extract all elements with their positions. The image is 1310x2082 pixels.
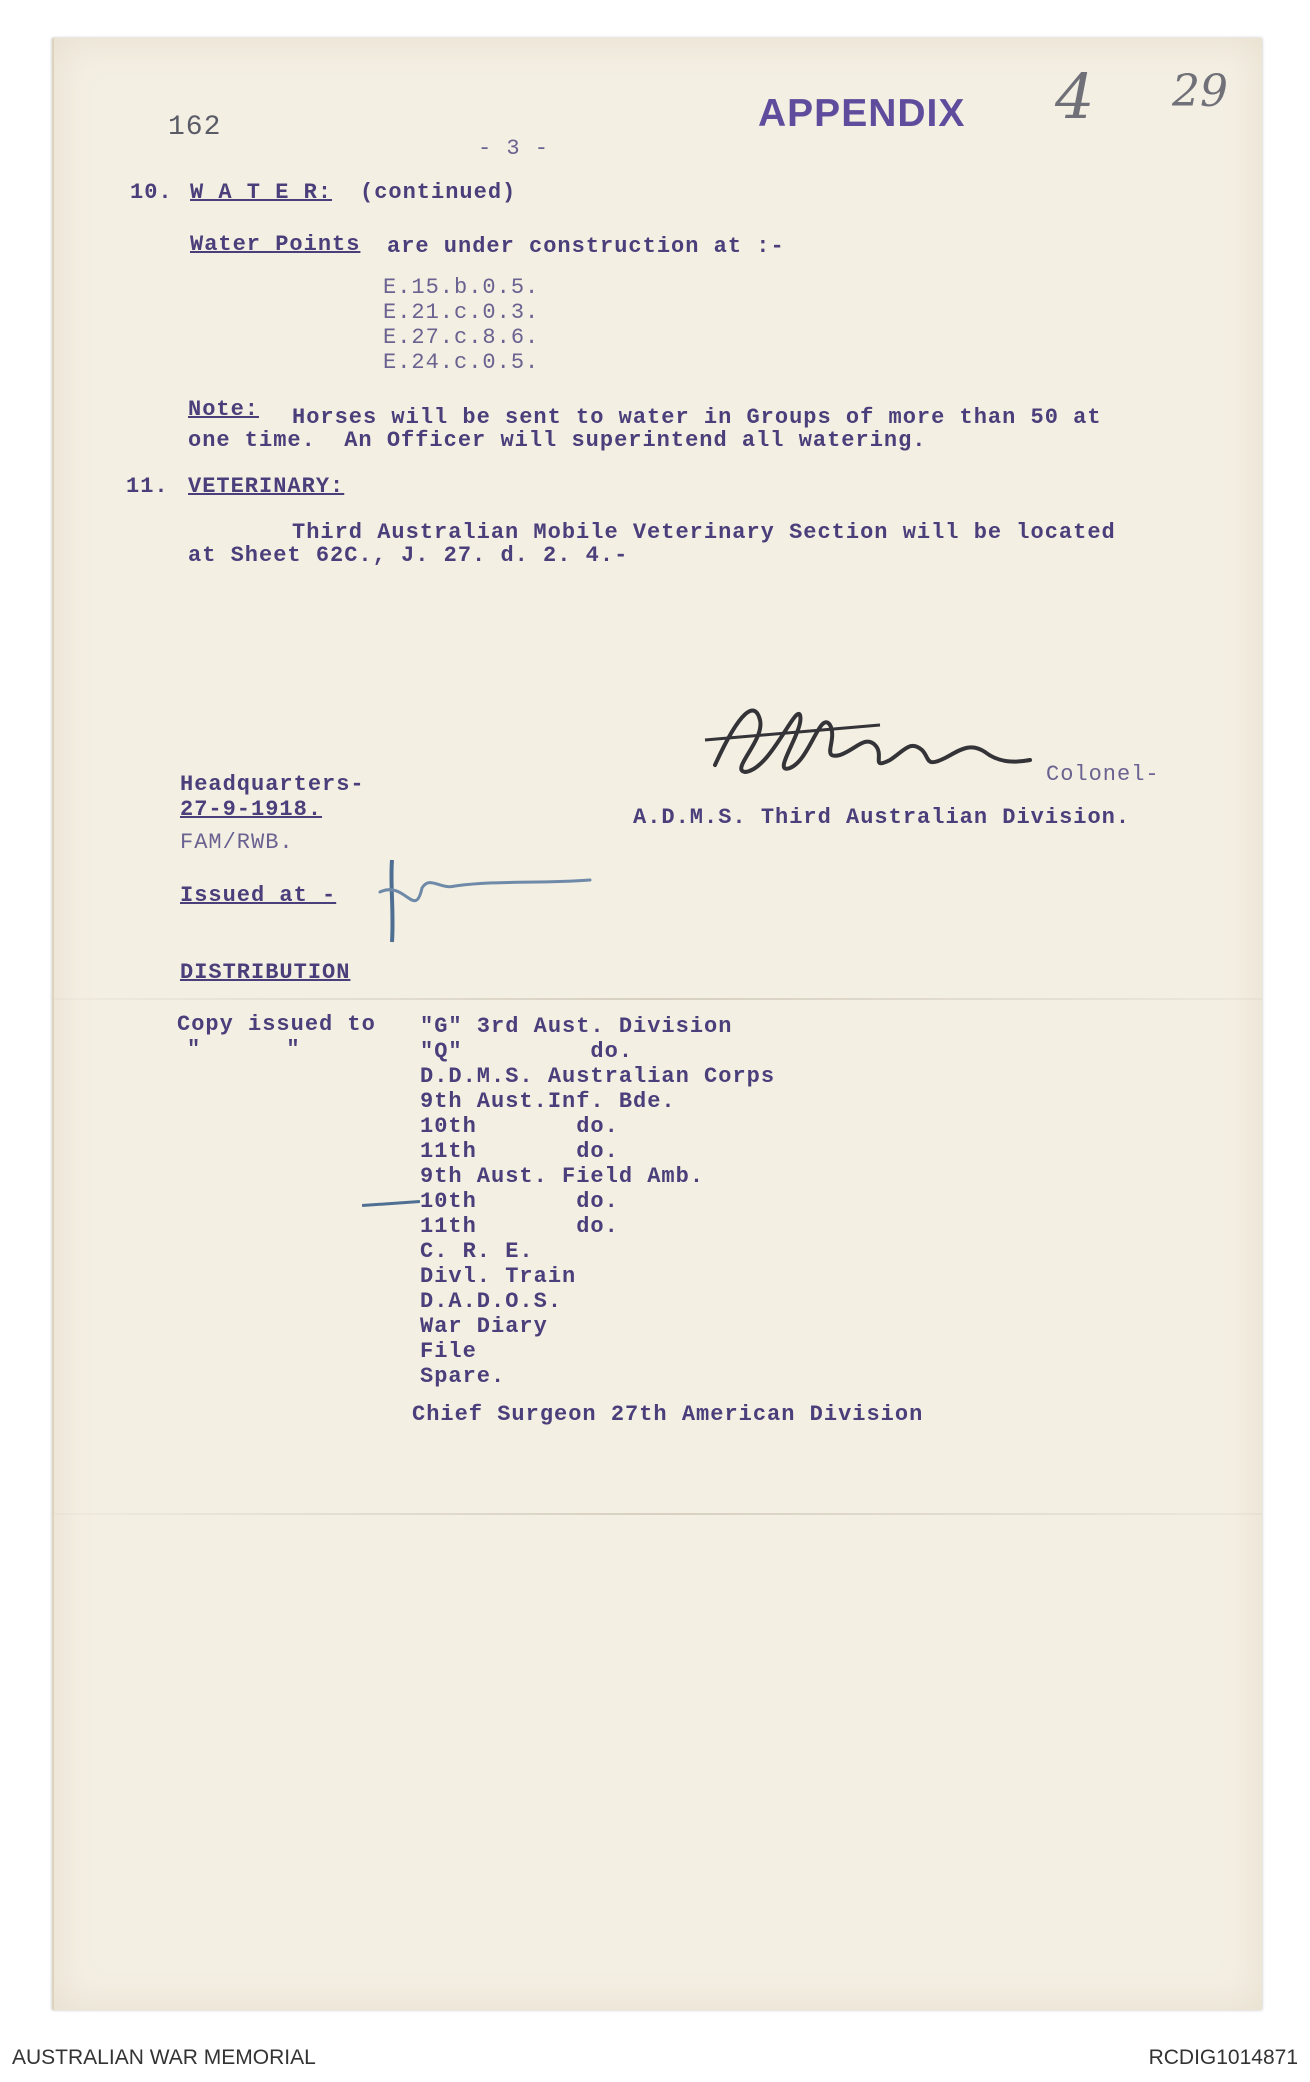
recipient-item: Chief Surgeon 27th American Division (412, 1402, 924, 1427)
veterinary-line-1: Third Australian Mobile Veterinary Section will be located (292, 520, 1116, 545)
section-10-heading: W A T E R: (190, 180, 333, 205)
veterinary-line-2: at Sheet 62C., J. 27. d. 2. 4.- (188, 543, 629, 568)
recipient-item: 9th Aust. Field Amb. (420, 1164, 705, 1189)
headquarters-date: 27-9-1918. (180, 797, 323, 822)
pencil-appendix-number: 4 (1055, 60, 1095, 133)
water-point: E.24.c.0.5. (383, 350, 540, 375)
ditto-marks: " " (187, 1037, 301, 1062)
paper-fold (54, 1513, 1262, 1515)
issued-time-handwritten (360, 850, 600, 950)
recipient-item: D.A.D.O.S. (420, 1289, 563, 1314)
recipient-item: 10th do. (420, 1114, 619, 1139)
pencil-folio-number: 29 (1172, 66, 1228, 117)
note-line-1: Horses will be sent to water in Groups of more than 50 at (292, 405, 1102, 430)
section-11-number: 11. (126, 474, 169, 499)
copy-issued-label: Copy issued to (177, 1012, 376, 1037)
appendix-stamp: APPENDIX (758, 92, 966, 135)
section-11-heading: VETERINARY: (188, 474, 345, 499)
note-label: Note: (188, 397, 260, 422)
water-point: E.21.c.0.3. (383, 300, 540, 325)
page-marker: - 3 - (478, 136, 550, 161)
note-line-2: one time. An Officer will superintend all watering. (188, 428, 927, 453)
handwritten-signature (700, 680, 1040, 790)
recipient-item: Divl. Train (420, 1264, 577, 1289)
stamped-page-number: 162 (168, 112, 222, 143)
recipient-item: 11th do. (420, 1214, 619, 1239)
section-10-number: 10. (130, 180, 173, 205)
signature-title: A.D.M.S. Third Australian Division. (633, 805, 1131, 830)
footer-record-id: RCDIG1014871 (1148, 2046, 1298, 2069)
recipient-item: C. R. E. (420, 1239, 534, 1264)
recipient-item: "G" 3rd Aust. Division (420, 1014, 733, 1039)
recipient-item: 9th Aust.Inf. Bde. (420, 1089, 676, 1114)
distribution-heading: DISTRIBUTION (180, 960, 351, 985)
recipient-item: "Q" do. (420, 1039, 634, 1064)
recipient-item: War Diary (420, 1314, 548, 1339)
signature-rank: Colonel- (1046, 762, 1160, 787)
recipient-item: 11th do. (420, 1139, 619, 1164)
water-point: E.15.b.0.5. (383, 275, 540, 300)
section-10-suffix: (continued) (360, 180, 517, 205)
recipient-item: File (420, 1339, 477, 1364)
water-points-intro: are under construction at :- (387, 234, 785, 259)
recipient-item: D.D.M.S. Australian Corps (420, 1064, 776, 1089)
water-point: E.27.c.8.6. (383, 325, 540, 350)
paper-fold (54, 998, 1262, 1000)
water-points-label: Water Points (190, 232, 361, 257)
headquarters-reference: FAM/RWB. (180, 830, 294, 855)
footer-institution: AUSTRALIAN WAR MEMORIAL (12, 2046, 316, 2069)
headquarters-label: Headquarters- (180, 772, 365, 797)
recipient-item: Spare. (420, 1364, 506, 1389)
issued-at-label: Issued at - (180, 883, 337, 908)
recipient-item: 10th do. (420, 1189, 619, 1214)
